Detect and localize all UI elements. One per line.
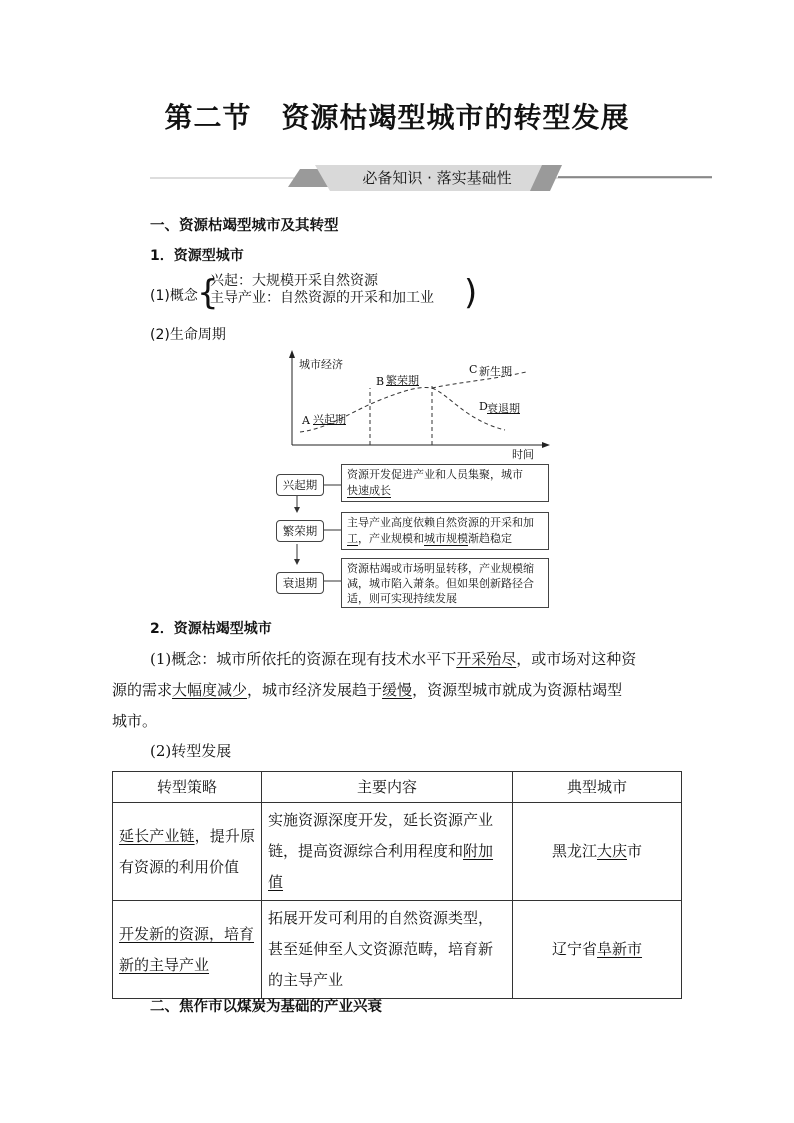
section-heading-2: 二、焦作市以煤炭为基础的产业兴衰	[150, 999, 382, 1015]
section-heading-1: 一、资源枯竭型城市及其转型	[150, 218, 339, 234]
flow-desc-boom-key1: 工	[347, 532, 358, 545]
flow-desc-boom-line1: 主导产业高度依赖自然资源的开采和加	[347, 516, 534, 529]
right-paren: )	[464, 273, 478, 313]
table-cell-strategy	[113, 803, 262, 901]
flow-desc-boom	[341, 512, 549, 550]
chart-xlabel: 时间	[512, 448, 534, 461]
table-row	[113, 901, 682, 999]
content-text: 实施资源深度开发，延长资源产业链，提高资源综合利用程度和	[268, 811, 494, 860]
subsection-heading-2: 2．资源枯竭型城市	[150, 621, 272, 637]
concept-definition	[210, 273, 434, 307]
strategy-key: 开发新的资源，培育新的主导产业	[119, 924, 255, 974]
subsection-heading-1: 1．资源型城市	[150, 248, 244, 264]
flow-desc-boom-mid: ，产业规模和	[358, 532, 424, 545]
table-cell-city	[513, 901, 682, 999]
flow-desc-decline-line2: 减，城市陷入萧条。但如果创新路径合	[347, 577, 534, 590]
title-text: 资源枯竭型城市的转型发展	[281, 101, 630, 134]
stage-c-label: 新生期	[479, 365, 512, 378]
lifecycle-label: (2)生命周期	[150, 327, 226, 343]
table-header-row	[113, 772, 682, 803]
stage-c-marker: C	[469, 363, 478, 376]
chart-ylabel: 城市经济	[299, 358, 343, 371]
city-key: 大庆	[596, 842, 627, 860]
def-key-slow: 缓慢	[382, 681, 413, 699]
city-key: 阜新市	[597, 940, 643, 958]
def-part-d: ，城市经济发展趋于	[247, 681, 383, 699]
flow-stage-rise: 兴起期	[276, 474, 324, 496]
concept-label: (1)概念	[150, 288, 198, 304]
content-text: 拓展开发可利用的自然资源类型，甚至延伸至人文资源范畴，培育新的主导产业	[268, 909, 494, 989]
stage-d-marker: D	[479, 400, 488, 413]
content-key: 附加值	[268, 842, 494, 891]
def-part-a: (1)概念：城市所依托的资源在现有技术水平下	[150, 650, 457, 668]
transformation-table	[112, 771, 682, 999]
definition-paragraph	[112, 644, 682, 737]
stage-a-marker: A	[302, 414, 310, 427]
table-cell-content	[262, 803, 513, 901]
table-header: 典型城市	[513, 772, 682, 803]
stage-b-label: 繁荣期	[386, 374, 419, 387]
def-key-exhausted: 开采殆尽	[456, 650, 517, 668]
stage-d-label: 衰退期	[487, 402, 520, 415]
flow-desc-decline-line3: 适，则可实现持续发展	[347, 592, 457, 605]
flow-desc-rise	[341, 464, 549, 502]
left-brace: {	[197, 273, 219, 313]
stage-b-marker: B	[376, 375, 385, 388]
def-key-reduced: 大幅度减少	[172, 681, 248, 699]
flow-desc-rise-key: 快速成长	[347, 484, 391, 497]
flow-desc-decline-line1: 资源枯竭或市场明显转移，产业规模缩	[347, 562, 534, 575]
def-part-b: ，或市场对这种资	[516, 650, 637, 668]
table-cell-city	[513, 803, 682, 901]
transform-label: (2)转型发展	[150, 742, 232, 760]
city-province: 辽宁省	[551, 940, 597, 958]
table-header: 转型策略	[113, 772, 262, 803]
concept-industry: 主导产业：自然资源的开采和加工业	[210, 290, 434, 306]
concept-rise: 兴起：大规模开采自然资源	[210, 273, 378, 289]
flow-desc-rise-text: 资源开发促进产业和人员集聚，城市	[347, 468, 523, 481]
flow-desc-decline	[341, 558, 549, 608]
flow-stage-decline: 衰退期	[276, 572, 324, 594]
def-part-f: 城市。	[112, 712, 158, 730]
city-suffix: 市	[627, 842, 643, 860]
title-section-number: 第二节	[164, 101, 252, 134]
flow-desc-boom-key2: 城市规模	[424, 532, 468, 545]
flow-desc-boom-tail: 渐趋稳定	[468, 532, 512, 545]
strategy-key: 延长产业链	[119, 826, 195, 845]
table-row	[113, 803, 682, 901]
stage-a-label: 兴起期	[313, 413, 346, 426]
flow-stage-boom: 繁荣期	[276, 520, 324, 542]
def-part-c: 源的需求	[112, 681, 173, 699]
strategy-rest: ，提升原有资源的利用价值	[119, 826, 255, 876]
page-title	[0, 96, 794, 136]
def-part-e: ，资源型城市就成为资源枯竭型	[412, 681, 623, 699]
table-cell-strategy	[113, 901, 262, 999]
city-province: 黑龙江	[551, 842, 597, 860]
banner-label: 必备知识 · 落实基础性	[362, 169, 512, 187]
table-header: 主要内容	[262, 772, 513, 803]
table-cell-content	[262, 901, 513, 999]
